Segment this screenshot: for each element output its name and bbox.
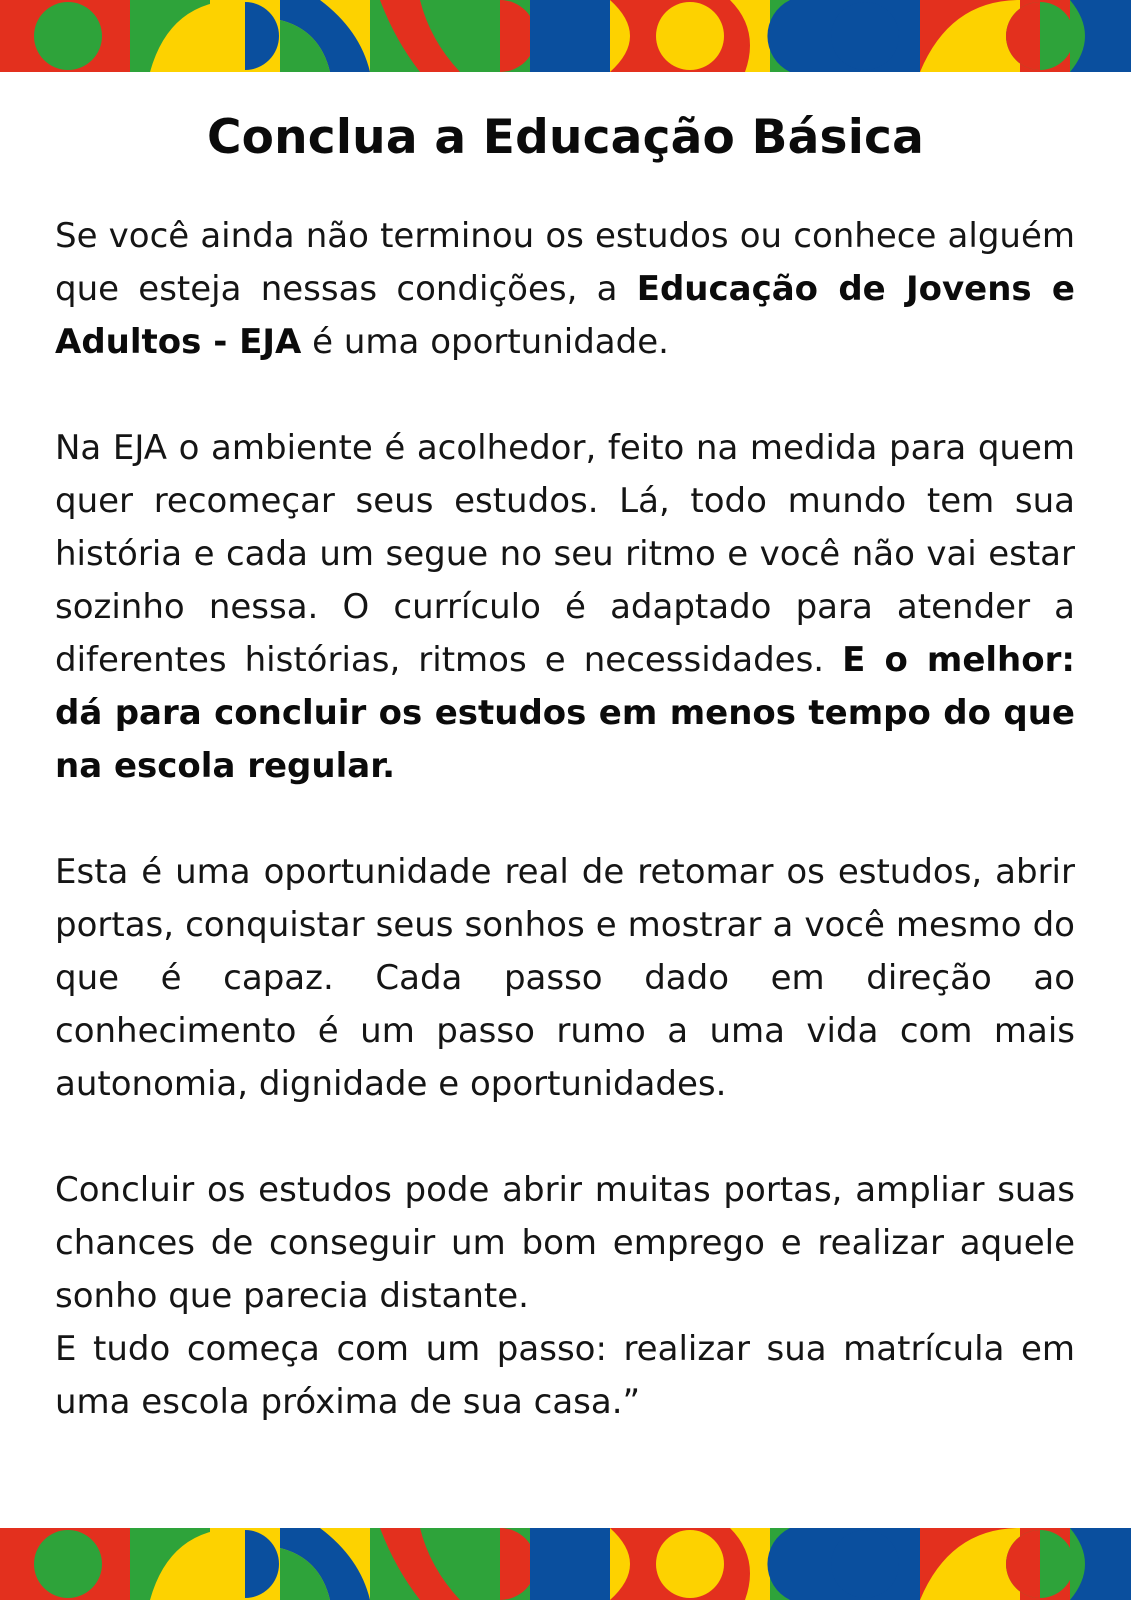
paragraph-opportunity: Esta é uma oportunidade real de retomar os estudos, abrir portas, conquistar seus sonhos e mostrar a você mesmo do que é capaz. Cada passo dado em direção ao conhecimento é um passo rumo a uma vida com mais autonomia, dignidade e oportunidades. [55, 852, 1075, 1104]
paragraph-intro [55, 210, 1075, 369]
paragraph-environment-text: Na EJA o ambiente é acolhedor, feito na medida para quem quer recomeçar seus estudos. Lá, todo mundo tem sua história e cada um segue no seu ritmo e você não vai estar sozinho nessa. O currículo é adaptado para atender a diferentes histórias, ritmos e necessidades. [55, 428, 1075, 680]
paragraph-intro-bold: Educação de Jovens e Adultos - EJA [55, 269, 1075, 362]
paragraph-call-to-action: E tudo começa com um passo: realizar sua matrícula em uma escola próxima de sua casa.” [55, 1329, 1075, 1422]
paragraph-intro-part-2: é uma oportunidade. [301, 322, 669, 362]
geometric-pattern [0, 1528, 1131, 1600]
paragraph-conclusion: Concluir os estudos pode abrir muitas portas, ampliar suas chances de conseguir um bom emprego e realizar aquele sonho que parecia distante. [55, 1170, 1075, 1316]
geometric-pattern [0, 0, 1131, 72]
body-text [55, 210, 1075, 1429]
decorative-bottom-band [0, 1528, 1131, 1600]
decorative-top-band [0, 0, 1131, 72]
page-title: Conclua a Educação Básica [206, 110, 925, 165]
paragraph-environment-bold: E o melhor: dá para concluir os estudos em menos tempo do que na escola regular. [55, 640, 1075, 786]
paragraph-environment [55, 422, 1075, 793]
paragraph-intro-part-1: Se você ainda não terminou os estudos ou conhece alguém que esteja nessas condições, a [55, 216, 1075, 309]
